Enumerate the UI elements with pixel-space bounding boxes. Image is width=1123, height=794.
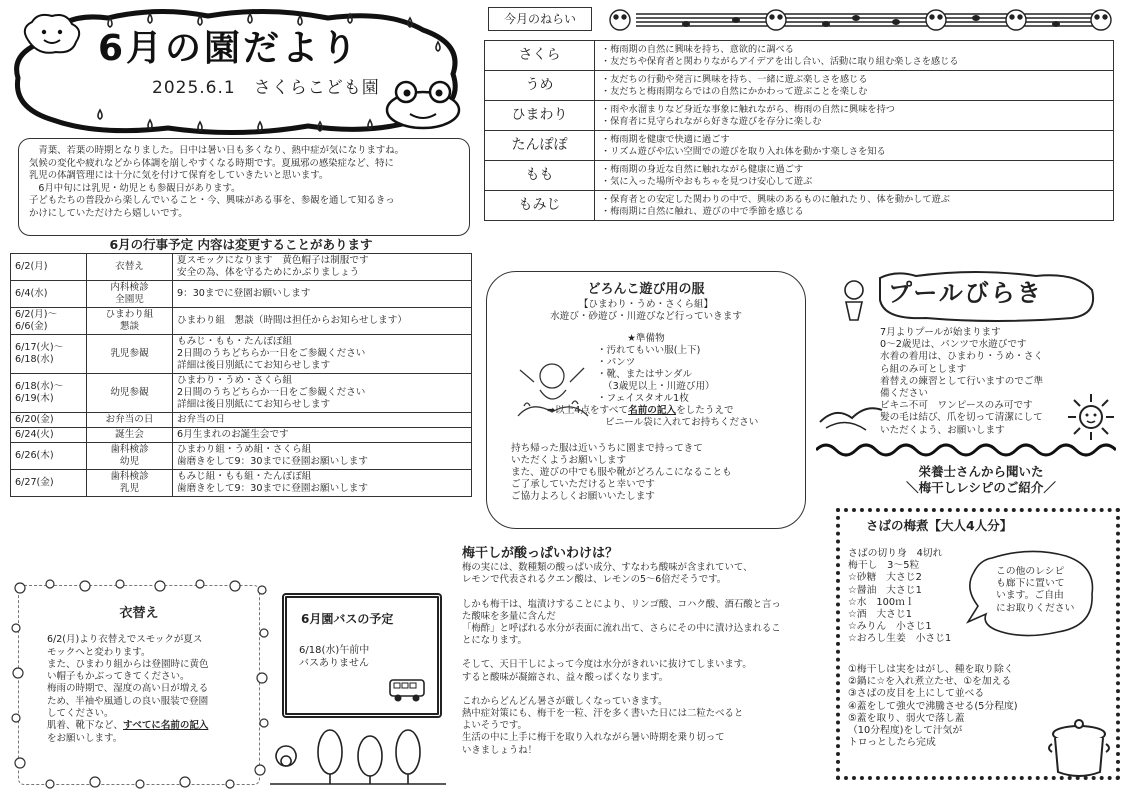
intro-line: 気候の変化や疲れなどから体調を崩しやすくなる時期です。夏風邪の感染症など、特に <box>29 157 394 169</box>
bubble-line: います。ご自由 <box>996 590 1064 602</box>
ingredient: ☆砂糖 大さじ2 <box>848 572 922 584</box>
item-line: ・フェイスタオル1枚 <box>597 393 689 404</box>
aims-description <box>595 161 1114 191</box>
recipe-header <box>846 464 1116 496</box>
recipe-title: さばの梅煮【大人4人分】 <box>866 518 1013 533</box>
page-title: 6月の園だより <box>98 28 361 69</box>
note-emphasis: 名前の記入 <box>628 405 677 416</box>
schedule-row <box>11 443 472 470</box>
para-line: 生活の中に上手に梅干を取り入れながら暑い時期を乗り切って <box>462 732 725 744</box>
aims-table <box>484 40 1114 221</box>
para-line: た酸味を多量に含んだ <box>462 610 556 622</box>
aims-class-name: もも <box>485 161 595 191</box>
para-line: レモンで代表されるクエン酸は、レモンの5～6倍だそうです。 <box>462 574 727 586</box>
notice-line: してください。 <box>47 708 114 720</box>
pool-title: プールびらき <box>888 279 1043 307</box>
schedule-detail: お弁当の日 <box>173 413 472 428</box>
aims-line: ・友だちと梅雨期ならではの自然にかかわって遊ぶことを楽しむ <box>601 85 868 97</box>
intro-line: かけにしていただけたら嬉しいです。 <box>29 207 188 219</box>
item-line: （3歳児以上・川遊び用） <box>603 381 715 392</box>
speech-bubble-text <box>996 566 1074 615</box>
item-line: ・靴、またはサンダル <box>597 369 693 380</box>
step: （10分程度)をして汁気が <box>848 725 963 737</box>
schedule-date: 6/18(水)～ 6/19(木) <box>11 374 87 413</box>
schedule-detail: ひまわり組 懇談（時間は担任からお知らせします） <box>173 308 472 335</box>
notice-line: い帽子もかぶってきてください。 <box>47 671 190 683</box>
schedule-event: 誕生会 <box>87 428 173 443</box>
schedule-event: 幼児参観 <box>87 374 173 413</box>
notice-line: また、ひまわり組からは登園時に黄色 <box>47 658 209 670</box>
recipe-header-line: ＼梅干しレシピのご紹介／ <box>906 480 1056 495</box>
aims-row <box>485 191 1114 221</box>
para-line: しかも梅干は、塩漬けすることにより、リンゴ酸、コハク酸、酒石酸と言っ <box>462 598 781 610</box>
bus-icon <box>388 676 428 704</box>
schedule-event: 歯科検診 乳児 <box>87 470 173 497</box>
pool-line: 7月よりプールが始まります <box>880 327 1001 338</box>
pool-line: ら組のみ可とします <box>880 363 967 375</box>
schedule-detail: もみじ・もも・たんぽぽ組 2日間のうちどちらか一日をご参観ください 詳細は後日別紙にてお知らせします <box>173 335 472 374</box>
aims-line: ・友だちの行動や発言に興味を持ち、一緒に遊ぶ楽しさを感じる <box>601 74 868 85</box>
bubble-line: も廊下に置いて <box>996 578 1065 590</box>
aims-class-name: もみじ <box>485 191 595 221</box>
notice-line: 梅雨の時期で、湿度の高い日が増える <box>47 683 209 695</box>
para-line: 熱中症対策にも、梅干を一粒、汗を多く書いた日には二粒たべると <box>462 708 744 720</box>
schedule-row <box>11 470 472 497</box>
aims-class-name: うめ <box>485 71 595 101</box>
step: ④蓋をして強火で沸騰させる(5分程度) <box>848 700 1018 712</box>
footer-line: また、遊びの中でも服や靴がどろんこになることも <box>511 467 732 478</box>
schedule-date: 6/4(水) <box>11 281 87 308</box>
step: ②鍋に☆を入れ煮立たせ、①を加える <box>848 676 1012 688</box>
bubble-line: この他のレシピ <box>996 566 1065 577</box>
para-line: すると酸味が凝縮され、益々酸っぱくなります。 <box>462 671 669 683</box>
intro-line: 青葉、若葉の時期となりました。日中は暑い日も多くなり、熱中症が気になりますね。 <box>38 145 405 156</box>
pool-line: 着替えの練習として行いますのでご準 <box>880 375 1044 387</box>
schedule-event: 歯科検診 幼児 <box>87 443 173 470</box>
notice-line: モックへと変わります。 <box>47 646 151 658</box>
aims-line: ・雨や水溜まりなど身近な事象に触れながら、梅雨の自然に興味を持つ <box>601 104 895 115</box>
bird-icon <box>816 396 886 436</box>
recipe-steps <box>848 664 1018 749</box>
aims-class-name: ひまわり <box>485 101 595 131</box>
pool-line: 水着の着用は、ひまわり・うめ・さく <box>880 351 1044 363</box>
schedule-row <box>11 254 472 281</box>
schedule-row <box>11 308 472 335</box>
aims-line: ・梅雨期の自然に興味を持ち、意欲的に調べる <box>601 44 794 55</box>
schedule-event: 乳児参観 <box>87 335 173 374</box>
pool-line: 髪の毛は結び、爪を切って清潔にして <box>880 412 1043 424</box>
cooking-pot-icon <box>1046 714 1112 780</box>
schedule-row <box>11 374 472 413</box>
para-line: そして、天日干しによって今度は水分がきれいに抜けてしまいます。 <box>462 659 752 671</box>
schedule-date: 6/27(金) <box>11 470 87 497</box>
schedule-detail: 夏スモックになります 黄色帽子は制服です 安全の為、体を守るためにかぶりましょう <box>173 254 472 281</box>
para-line: 梅の実には、数種類の酸っぱい成分、すなわち酸味が含まれていて、 <box>462 562 753 574</box>
pool-line: 0～2歳児は、パンツで水遊びです <box>880 339 1027 351</box>
aims-class-name: たんぽぽ <box>485 131 595 161</box>
umeboshi-title: 梅干しが酸っぱいわけは？ <box>462 546 619 561</box>
schedule-event: お弁当の日 <box>87 413 173 428</box>
bus-note: バスありません <box>299 657 369 669</box>
schedule-date: 6/2(月)～ 6/6(金) <box>11 308 87 335</box>
schedule-event: 衣替え <box>87 254 173 281</box>
aims-description <box>595 71 1114 101</box>
mud-play-activities: 水遊び・砂遊び・川遊びなど行っていきます <box>550 311 742 322</box>
aims-line: ・保育者に見守られながら好きな遊びを存分に楽しむ <box>601 115 822 127</box>
schedule-row <box>11 281 472 308</box>
aims-description <box>595 101 1114 131</box>
ingredient: ☆水 100ｍｌ <box>848 596 915 608</box>
aims-line: ・気に入った場所やおもちゃを見つけ安心して遊ぶ <box>601 175 813 187</box>
aims-line: ・友だちや保育者と関わりながらアイデアを出し合い、活動に取り組む楽しさを感じる <box>601 55 959 67</box>
aims-line: ・リズム遊びや広い空間での遊びを取り入れ体を動かす楽しさを知る <box>601 145 886 157</box>
aims-line: ・梅雨期の身近な自然に触れながら健康に過ごす <box>601 164 804 175</box>
aims-line: ・梅雨期を健康で快適に過ごす <box>601 134 730 145</box>
aims-line: ・梅雨期に自然に触れ、遊びの中で季節を感じる <box>601 205 804 217</box>
item-line: ・パンツ <box>597 357 636 368</box>
note-text: をしたうえで <box>676 405 734 416</box>
footer-line: 持ち帰った服は近いうちに園まで持ってきて <box>511 443 703 454</box>
note-text: ビニール袋に入れてお持ちください <box>605 417 759 428</box>
notice-emphasis: すべてに名前の記入 <box>123 720 209 732</box>
ingredient: ☆おろし生姜 小さじ1 <box>848 633 952 645</box>
trees-and-snail-illustration <box>270 726 446 788</box>
pool-notice <box>880 327 1080 437</box>
step: ③さばの皮目を上にして並べる <box>848 688 985 700</box>
mud-play-title: どろんこ遊び用の服 <box>587 282 705 297</box>
step: ⑤蓋を取り、弱火で落し蓋 <box>848 712 965 724</box>
notice-line: ため、半袖や風通しの良い服装で登園 <box>47 695 209 707</box>
aims-description <box>595 41 1114 71</box>
aims-row <box>485 101 1114 131</box>
clothes-change-title: 衣替え <box>119 606 159 621</box>
footer-line: ご了承していただけると幸いです <box>511 479 655 490</box>
notice-line: 肌着、靴下など、 <box>47 720 124 732</box>
notice-line: をお願いします。 <box>47 732 123 744</box>
bus-date: 6/18(水)午前中 <box>299 645 370 656</box>
schedule-event: ひまわり組 懇談 <box>87 308 173 335</box>
schedule-detail: もみじ組・もも組・たんぽぽ組 歯磨きをして9：30までに登園お願いします <box>173 470 472 497</box>
ingredient: 梅干し 3～5粒 <box>848 560 920 572</box>
ingredient: ☆醤油 大さじ1 <box>848 584 922 596</box>
schedule-detail: ひまわり組・うめ組・さくら組 歯磨きをして9：30までに登園お願いします <box>173 443 472 470</box>
intro-line: 6月中旬には乳児・幼児とも参観日があります。 <box>38 182 241 194</box>
sun-icon <box>1066 392 1116 442</box>
schedule-event: 内科検診 全園児 <box>87 281 173 308</box>
note-text: ➡以上4点をすべて <box>547 405 629 416</box>
aims-class-name: さくら <box>485 41 595 71</box>
schedule-date: 6/26(木) <box>11 443 87 470</box>
flower-border <box>10 578 270 790</box>
schedule-date: 6/24(火) <box>11 428 87 443</box>
aims-label: 今月のねらい <box>488 7 592 31</box>
bus-title: 6月園バスの予定 <box>301 612 394 626</box>
bubble-line: にお取りください <box>996 602 1075 614</box>
ingredient: さばの切り身 4切れ <box>848 548 943 559</box>
step: ①梅干しは実をはがし、種を取り除く <box>848 664 1014 675</box>
child-splashing-illustration <box>510 350 594 428</box>
footer-line: ご協力よろしくお願いいたします <box>511 491 655 502</box>
aims-row <box>485 131 1114 161</box>
para-line: 「梅酢」と呼ばれる水分が表面に流れ出て、さらにその中に漬け込まれるこ <box>462 623 781 635</box>
para-line: よいそうです。 <box>462 720 527 732</box>
schedule-table <box>10 253 472 497</box>
notice-line: 6/2(月)より衣替えでスモックが夏ス <box>47 634 203 646</box>
aims-description <box>595 131 1114 161</box>
aims-row <box>485 71 1114 101</box>
aims-row <box>485 161 1114 191</box>
recipe-header-line: 栄養士さんから聞いた <box>918 464 1044 479</box>
aims-line: ・保育者との安定した関わりの中で、興味のあるものに触れたり、体を動かして遊ぶ <box>601 194 950 205</box>
para-line: とになります。 <box>462 635 527 647</box>
items-title: ★準備物 <box>627 333 665 344</box>
frogs-and-music-notes-decoration <box>606 4 1116 36</box>
aims-description <box>595 191 1114 221</box>
smiling-cloud-icon <box>16 10 86 60</box>
schedule-detail: ひまわり・うめ・さくら組 2日間のうちどちらか一日をご参観ください 詳細は後日別紙にてお知らせします <box>173 374 472 413</box>
schedule-detail: 6月生まれのお誕生会です <box>173 428 472 443</box>
footer-line: いただくようお願いします <box>511 455 627 466</box>
ingredients-list <box>848 548 951 646</box>
pool-line: いただくよう、お願いします <box>880 424 1005 436</box>
item-line: ・汚れてもいい服(上下) <box>597 345 701 356</box>
schedule-detail: 9：30までに登園お願いします <box>173 281 472 308</box>
schedule-date: 6/2(月) <box>11 254 87 281</box>
schedule-row <box>11 335 472 374</box>
step: トロっとしたら完成 <box>848 737 936 749</box>
schedule-row <box>11 413 472 428</box>
mud-play-classes: 【ひまわり・うめ・さくら組】 <box>578 299 714 310</box>
date-and-school-name: 2025.6.1 さくらこども園 <box>152 78 380 98</box>
intro-line: 乳児の体調管理には十分に気を付けて保育をしていきたいと思います。 <box>29 170 329 182</box>
para-line: いきましょうね！ <box>462 744 538 756</box>
wave-divider <box>816 438 1116 460</box>
para-line: これからどんどん暑さが厳しくなっていきます。 <box>462 695 668 707</box>
aims-row <box>485 41 1114 71</box>
pool-line: ビキニ不可 ワンピースのみ可です <box>880 400 1033 412</box>
ingredient: ☆みりん 小さじ1 <box>848 621 932 633</box>
intro-line: 子どもたちの普段から楽しんでいること・今、興味がある事を、参観を通して知るきっ <box>29 195 395 207</box>
pool-line: 備ください <box>880 388 928 400</box>
schedule-date: 6/20(金) <box>11 413 87 428</box>
schedule-title: 6月の行事予定 内容は変更することがあります <box>109 237 373 252</box>
umeboshi-article <box>462 548 822 757</box>
schedule-row <box>11 428 472 443</box>
intro-message <box>18 138 470 236</box>
schedule-date: 6/17(火)～ 6/18(水) <box>11 335 87 374</box>
ingredient: ☆酒 大さじ1 <box>848 609 913 621</box>
